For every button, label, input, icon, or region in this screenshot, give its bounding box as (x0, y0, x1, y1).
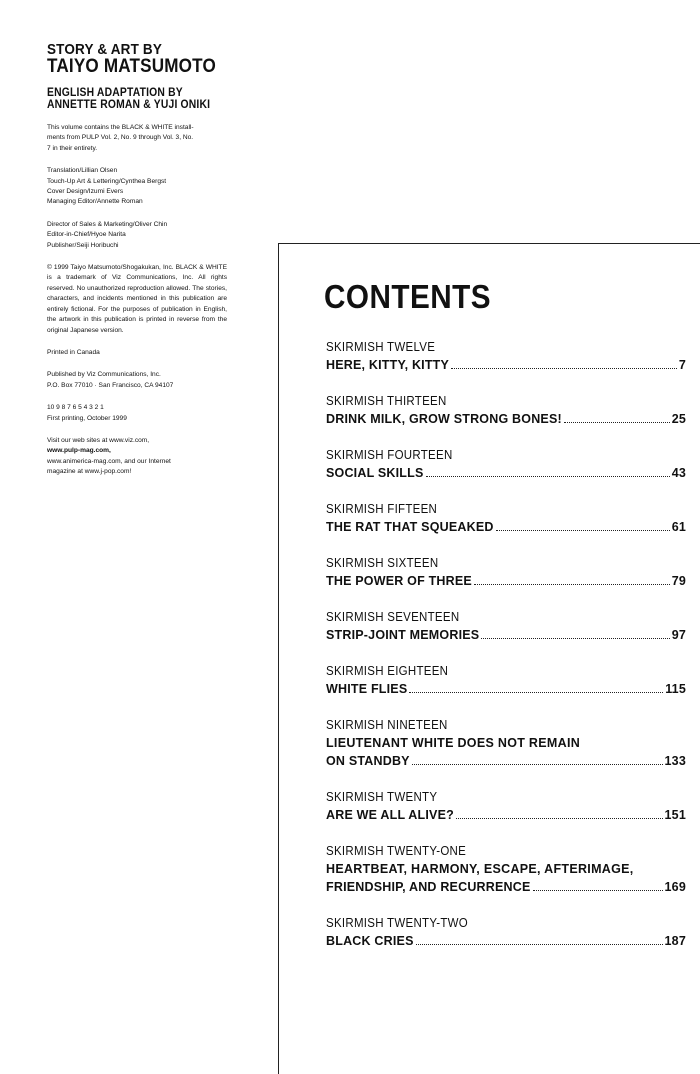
toc-entry (326, 446, 686, 482)
toc-leader-dots (451, 368, 677, 369)
toc-entry-label: SKIRMISH FIFTEEN (326, 502, 438, 516)
adaptation-label: ENGLISH ADAPTATION BY (47, 87, 183, 99)
toc-entry-title: BLACK CRIES (326, 934, 414, 948)
toc-entry-title-line: HEARTBEAT, HARMONY, ESCAPE, AFTERIMAGE, (326, 862, 634, 876)
toc-entry-row (326, 752, 686, 770)
publisher-line: Published by Viz Communications, Inc. (47, 371, 161, 379)
toc-page-number: 151 (664, 808, 686, 822)
toc-leader-dots (474, 584, 670, 585)
printed-in: Printed in Canada (47, 348, 100, 356)
web-line: www.pulp-mag.com, (47, 447, 111, 455)
executive-line: Director of Sales & Marketing/Oliver Chin (47, 220, 168, 228)
toc-leader-dots (416, 944, 663, 945)
staff-line: Managing Editor/Annette Roman (47, 198, 143, 206)
web-line: www.animerica-mag.com, and our Internet (47, 457, 171, 465)
executive-line: Editor-in-Chief/Hyoe Narita (47, 231, 126, 239)
staff-line: Translation/Lillian Olsen (47, 167, 118, 175)
toc-leader-dots (412, 764, 663, 765)
publisher-address (47, 370, 237, 391)
toc-leader-dots (426, 476, 670, 477)
toc-entry-label: SKIRMISH FOURTEEN (326, 448, 453, 462)
toc-entry (326, 914, 686, 950)
staff-line: Cover Design/Izumi Evers (47, 188, 124, 196)
contents-title: CONTENTS (324, 278, 491, 315)
toc-entry (326, 842, 686, 896)
toc-entry (326, 392, 686, 428)
toc-entry-title-line: LIEUTENANT WHITE DOES NOT REMAIN (326, 736, 581, 750)
toc-entry-row (326, 878, 686, 896)
toc-page-number: 43 (671, 466, 686, 480)
toc-page-number: 169 (664, 880, 686, 894)
toc-leader-dots (564, 422, 670, 423)
toc-entry-row (326, 356, 686, 374)
adapters-names: ANNETTE ROMAN & YUJI ONIKI (47, 99, 211, 111)
printing-info (47, 403, 237, 424)
toc-entry (326, 500, 686, 536)
toc-entry-row (326, 410, 686, 428)
toc-entry-label: SKIRMISH SEVENTEEN (326, 610, 460, 624)
toc-page-number: 79 (671, 574, 686, 588)
toc-entry-title: STRIP-JOINT MEMORIES (326, 628, 480, 642)
printing-line: First printing, October 1999 (47, 414, 127, 422)
toc-entry-row (326, 806, 686, 824)
table-of-contents (326, 338, 686, 968)
toc-entry-row (326, 518, 686, 536)
volume-note (47, 123, 237, 154)
staff-credits (47, 166, 237, 208)
toc-entry-label: SKIRMISH NINETEEN (326, 718, 448, 732)
copyright-notice: © 1999 Taiyo Matsumoto/Shogakukan, Inc. BLACK & WHITE is a trademark of Viz Communications, Inc. All rights reserved. No unauthorized reproduction allowed. The stories, characters, and incidents mentioned in this publication are entirely fictional. For the purposes of publication in English, the artwork in this publication is printed in reverse from the original Japanese version. (47, 264, 227, 334)
volume-note-line: 7 in their entirety. (47, 144, 98, 152)
toc-entry-label: SKIRMISH TWENTY-TWO (326, 916, 468, 930)
toc-page-number: 133 (664, 754, 686, 768)
toc-entry-label: SKIRMISH TWENTY-ONE (326, 844, 467, 858)
toc-entry-label: SKIRMISH SIXTEEN (326, 556, 439, 570)
credits-column (47, 42, 237, 478)
toc-page-number: 97 (671, 628, 686, 642)
toc-entry (326, 716, 686, 770)
toc-entry-row (326, 680, 686, 698)
volume-note-line: ments from PULP Vol. 2, No. 9 through Vol. 3, No. (47, 134, 194, 142)
staff-line: Touch-Up Art & Lettering/Cynthea Bergst (47, 177, 167, 185)
executive-line: Publisher/Seiji Horibuchi (47, 241, 119, 249)
author-name: TAIYO MATSUMOTO (47, 56, 216, 77)
toc-page-number: 61 (671, 520, 686, 534)
toc-page-number: 25 (671, 412, 686, 426)
web-sites (47, 436, 237, 478)
toc-page-number: 187 (664, 934, 686, 948)
toc-entry-row (326, 626, 686, 644)
printing-line: 10 9 8 7 6 5 4 3 2 1 (47, 404, 104, 412)
web-line: Visit our web sites at www.viz.com, (47, 436, 150, 444)
toc-leader-dots (409, 692, 663, 693)
toc-entry-label: SKIRMISH EIGHTEEN (326, 664, 449, 678)
toc-entry (326, 662, 686, 698)
toc-entry-title: HERE, KITTY, KITTY (326, 358, 450, 372)
toc-entry (326, 788, 686, 824)
toc-page-number: 115 (665, 682, 686, 696)
toc-entry (326, 554, 686, 590)
volume-note-line: This volume contains the BLACK & WHITE install- (47, 124, 194, 131)
toc-leader-dots (533, 890, 663, 891)
toc-entry-row (326, 464, 686, 482)
toc-entry (326, 338, 686, 374)
toc-entry-label: SKIRMISH THIRTEEN (326, 394, 447, 408)
toc-page-number: 7 (678, 358, 686, 372)
toc-entry-title: THE RAT THAT SQUEAKED (326, 520, 494, 534)
toc-entry-label: SKIRMISH TWENTY (326, 790, 438, 804)
toc-entry-title: SOCIAL SKILLS (326, 466, 424, 480)
story-art-label: STORY & ART BY (47, 41, 163, 58)
toc-entry-title: ARE WE ALL ALIVE? (326, 808, 454, 822)
toc-entry-title: FRIENDSHIP, AND RECURRENCE (326, 880, 531, 894)
toc-entry-row (326, 932, 686, 950)
executive-credits (47, 220, 237, 251)
toc-entry-title: DRINK MILK, GROW STRONG BONES! (326, 412, 562, 426)
toc-leader-dots (456, 818, 663, 819)
toc-leader-dots (496, 530, 670, 531)
toc-entry-title: ON STANDBY (326, 754, 410, 768)
toc-entry-row (326, 572, 686, 590)
toc-leader-dots (481, 638, 669, 639)
toc-entry-title: THE POWER OF THREE (326, 574, 472, 588)
toc-entry-title: WHITE FLIES (326, 682, 408, 696)
toc-entry-label: SKIRMISH TWELVE (326, 340, 436, 354)
web-line: magazine at www.j-pop.com! (47, 468, 132, 476)
toc-entry (326, 608, 686, 644)
publisher-line: P.O. Box 77010 · San Francisco, CA 94107 (47, 381, 174, 389)
adaptation-block (47, 87, 237, 111)
